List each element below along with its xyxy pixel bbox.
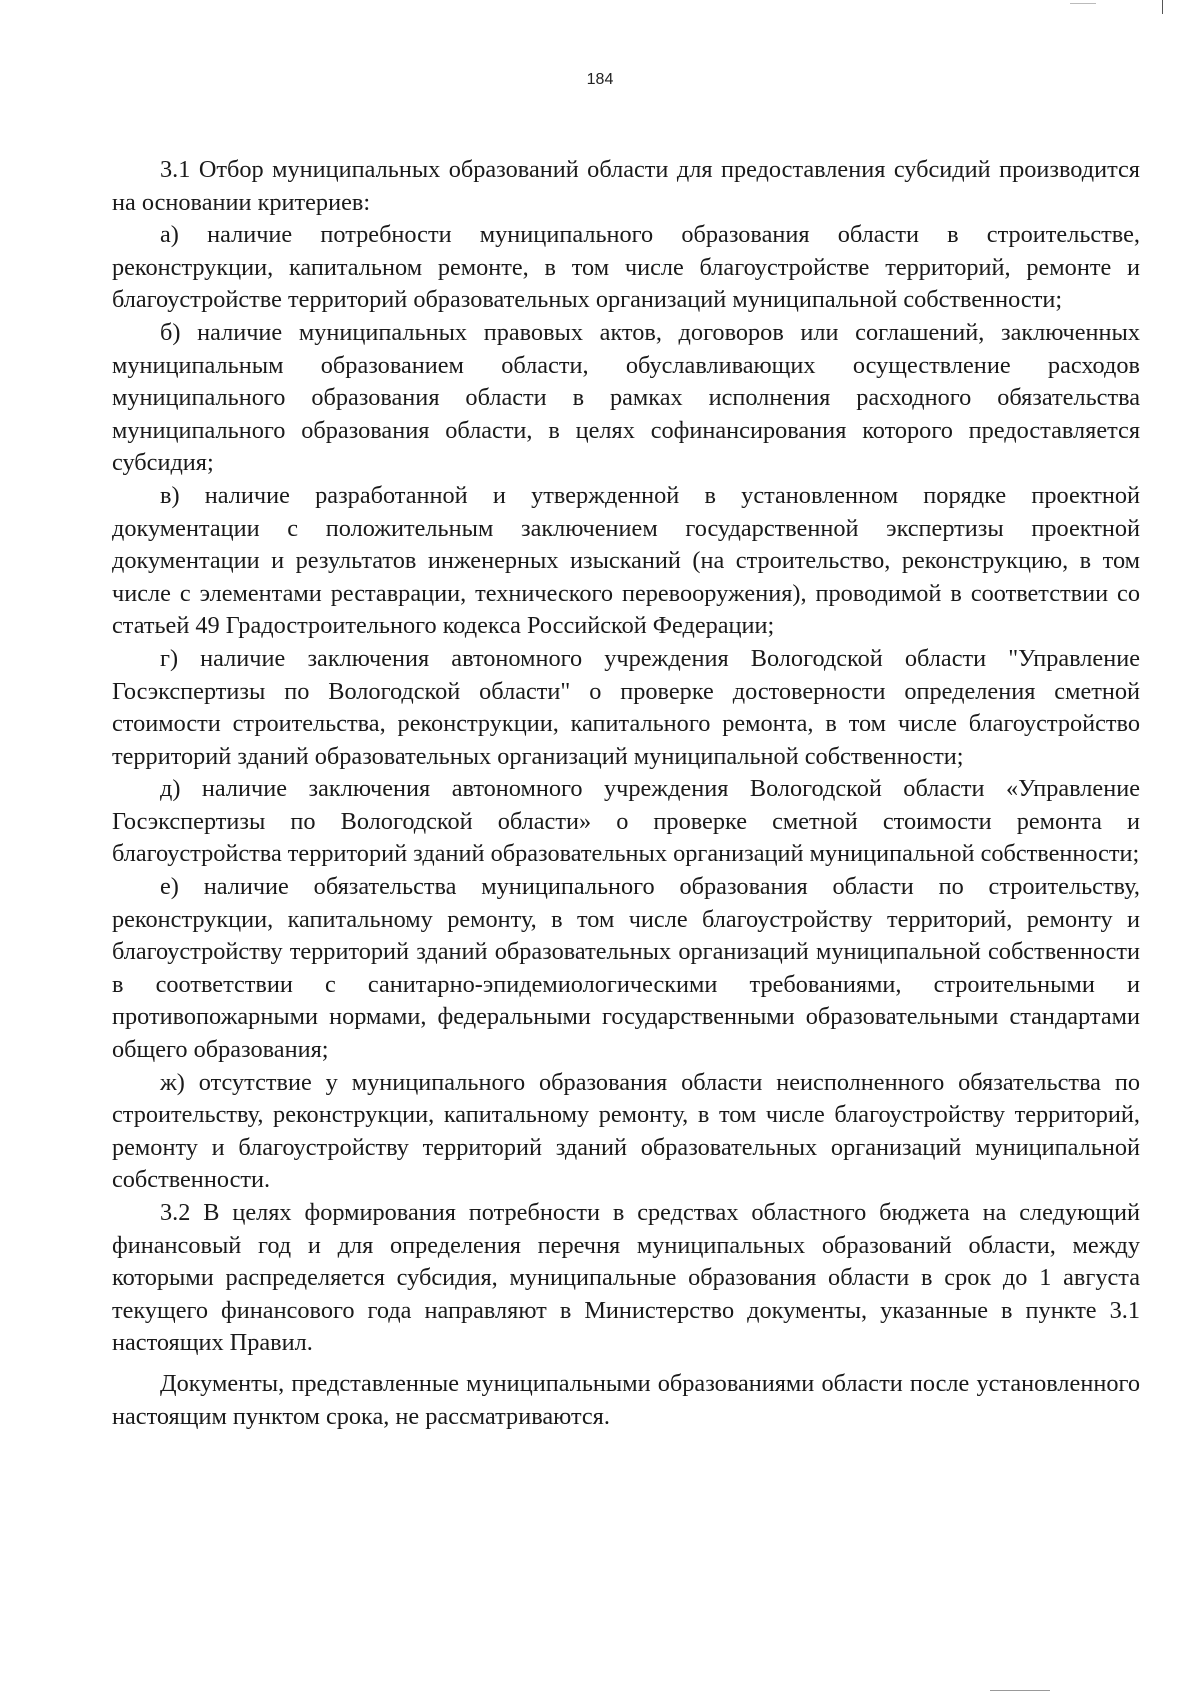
criterion-d: д) наличие заключения автономного учреждения Вологодской области «Управление Госэкспертизы по Вологодской области» о проверке сметной стоимости ремонта и благоустройства территорий зданий образовательных организаций муниципальной собственности;: [112, 775, 1140, 868]
criterion-b: б) наличие муниципальных правовых актов, договоров или соглашений, заключенных муниципальным образованием области, обуславливающих осуществление расходов муниципального образования области в рамках исполнения расходного обязательства муниципального образования области, в целях софинансирования которого предоставляется субсидия;: [112, 318, 1140, 477]
scan-mark-top: [1070, 3, 1096, 4]
criterion-zh: ж) отсутствие у муниципального образования области неисполненного обязательства по строительству, реконструкции, капитальному ремонту, в том числе благоустройству территорий, ремонту и благоустройству территорий зданий образовательных организаций муниципальной собственности.: [112, 1068, 1140, 1194]
document-body: [112, 154, 1140, 1433]
paragraph-3-2: 3.2 В целях формирования потребности в средствах областного бюджета на следующий финансовый год и для определения перечня муниципальных образований области, между которыми распределяется субсидия, муниципальные образования области в срок до 1 августа текущего финансового года направляют в Министерство документы, указанные в пункте 3.1 настоящих Правил.: [112, 1199, 1140, 1357]
criterion-g: г) наличие заключения автономного учреждения Вологодской области "Управление Госэкспертизы по Вологодской области" о проверке достоверности определения сметной стоимости строительства, реконструкции, капитального ремонта, в том числе благоустройство территорий зданий образовательных организаций муниципальной собственности;: [112, 644, 1140, 770]
scan-mark-top-right: [1162, 0, 1163, 14]
documents-deadline-note: Документы, представленные муниципальными образованиями области после установленного настоящим пунктом срока, не рассматриваются.: [112, 1369, 1140, 1430]
scan-mark-bottom-right: [990, 1690, 1050, 1691]
criterion-e: е) наличие обязательства муниципального образования области по строительству, реконструкции, капитальному ремонту, в том числе благоустройству территорий, ремонту и благоустройству территорий зданий образовательных организаций муниципальной собственности в соответствии с санитарно-эпидемиологическими требованиями, строительными и противопожарными нормами, федеральными государственными образовательными стандартами общего образования;: [112, 873, 1140, 1064]
criterion-v: в) наличие разработанной и утвержденной в установленном порядке проектной документации с положительным заключением государственной экспертизы проектной документации и результатов инженерных изысканий (на строительство, реконструкцию, в том числе с элементами реставрации, технического перевооружения), проводимой в соответствии со статьей 49 Градостроительного кодекса Российской Федерации;: [112, 481, 1140, 640]
paragraph-3-1: 3.1 Отбор муниципальных образований области для предоставления субсидий производится на основании критериев:: [112, 156, 1140, 216]
page-number: 184: [586, 71, 614, 88]
criterion-a: а) наличие потребности муниципального образования области в строительстве, реконструкции, капитальном ремонте, в том числе благоустройстве территорий, ремонте и благоустройстве территорий образовательных организаций муниципальной собственности;: [112, 221, 1140, 314]
